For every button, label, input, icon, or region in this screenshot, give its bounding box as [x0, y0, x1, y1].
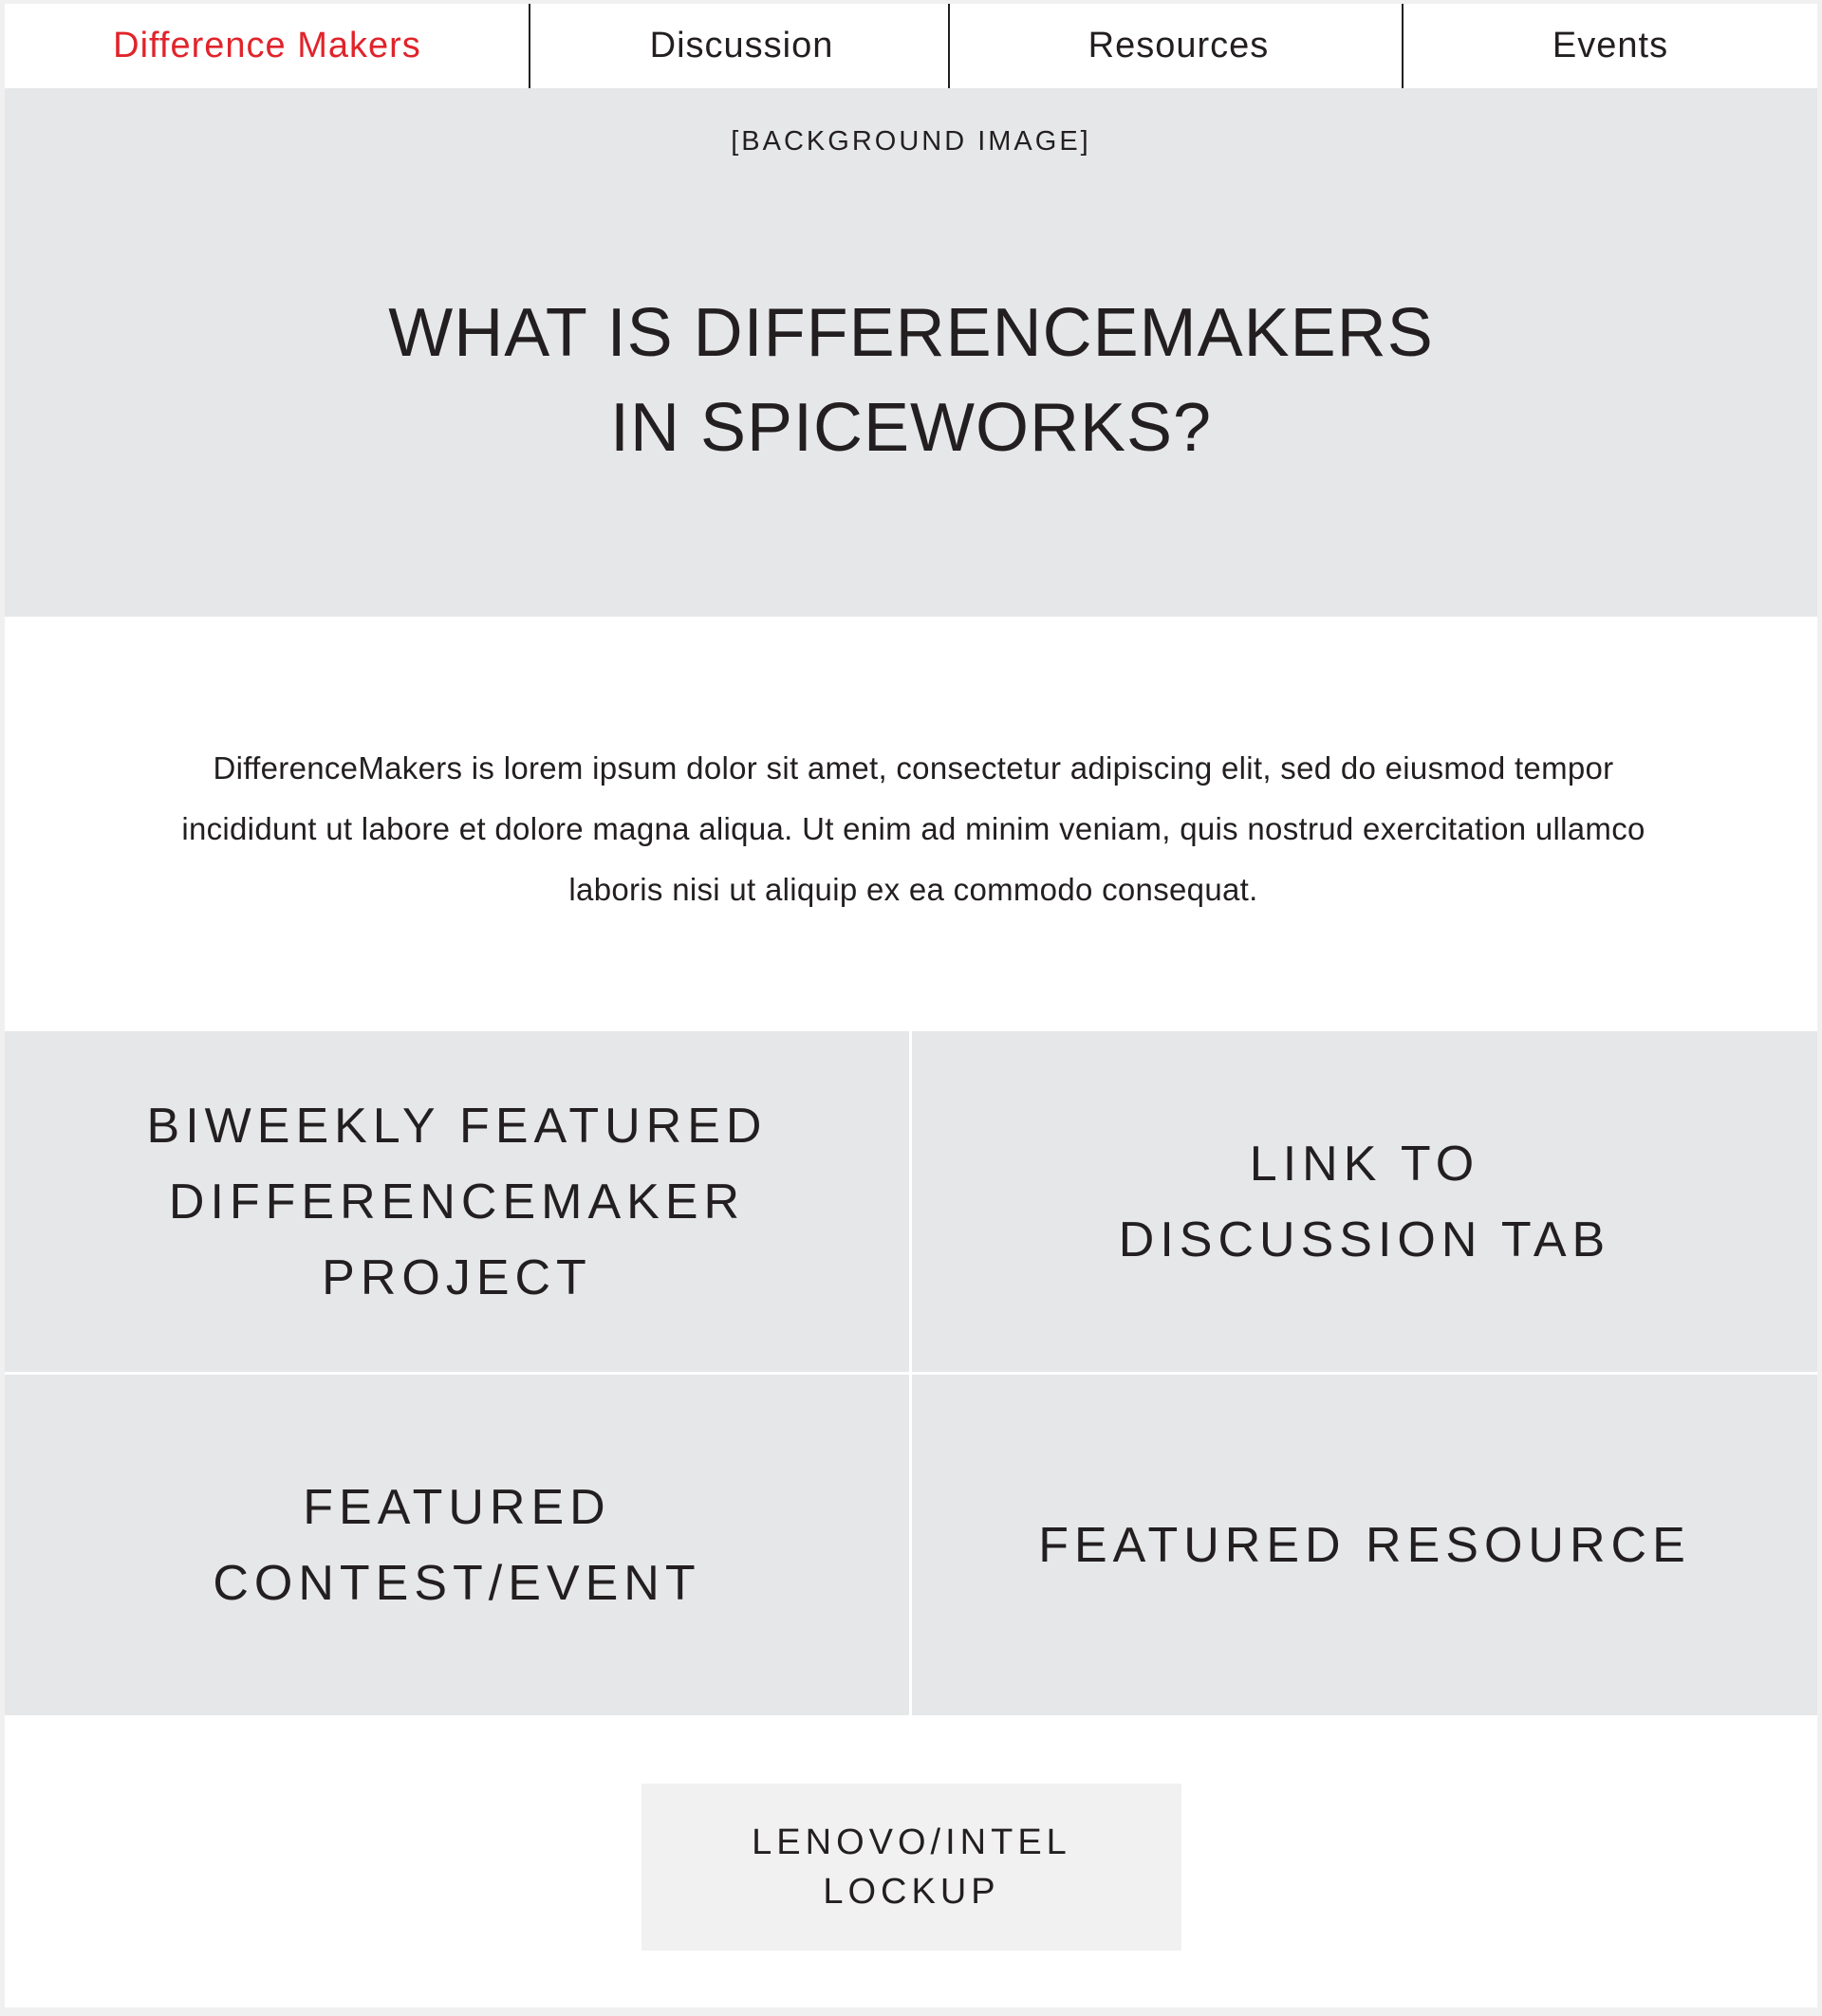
tile-label-line: FEATURED [303, 1479, 611, 1535]
tile-label-line: FEATURED RESOURCE [1038, 1517, 1691, 1573]
tile-label [213, 1470, 700, 1621]
tile-label-line: DISCUSSION TAB [1118, 1211, 1611, 1267]
intro-text: DifferenceMakers is lorem ipsum dolor sit amet, consectetur adipiscing elit, sed do eiusmod tempor incididunt ut labore et dolore magna aliqua. Ut enim ad minim veniam, quis nostrud exercitation ullamco laboris nisi ut aliquip ex ea commodo consequat. [181, 750, 1645, 907]
tile-label-line: LINK TO [1249, 1136, 1480, 1192]
tile-label-line: PROJECT [322, 1249, 592, 1305]
hero-banner [5, 88, 1817, 617]
page-title [5, 286, 1817, 475]
featured-project-tile[interactable] [5, 1031, 909, 1372]
page [5, 4, 1817, 2007]
tab-resources[interactable]: Resources [1088, 26, 1270, 65]
lockup-label [752, 1818, 1071, 1916]
tile-label [147, 1088, 768, 1316]
tab-difference-makers[interactable]: Difference Makers [113, 26, 421, 65]
tile-label [1119, 1126, 1610, 1278]
page-title-line: WHAT IS DIFFERENCEMAKERS [388, 295, 1434, 371]
sponsor-lockup-placeholder [641, 1784, 1181, 1951]
lockup-label-line: LOCKUP [823, 1872, 1000, 1912]
tile-label-line: BIWEEKLY FEATURED [146, 1098, 768, 1154]
background-image-placeholder: [BACKGROUND IMAGE] [731, 126, 1091, 157]
featured-resource-tile[interactable] [912, 1375, 1817, 1715]
tab-events[interactable]: Events [1552, 26, 1669, 65]
tile-label-line: CONTEST/EVENT [213, 1555, 701, 1611]
tile-label-line: DIFFERENCEMAKER [168, 1174, 746, 1230]
lockup-label-line: LENOVO/INTEL [752, 1822, 1071, 1862]
top-nav [5, 4, 1817, 88]
tile-label [1038, 1507, 1691, 1583]
discussion-link-tile[interactable] [912, 1031, 1817, 1372]
page-title-line: IN SPICEWORKS? [609, 390, 1213, 466]
tab-discussion[interactable]: Discussion [649, 26, 834, 65]
featured-event-tile[interactable] [5, 1375, 909, 1715]
